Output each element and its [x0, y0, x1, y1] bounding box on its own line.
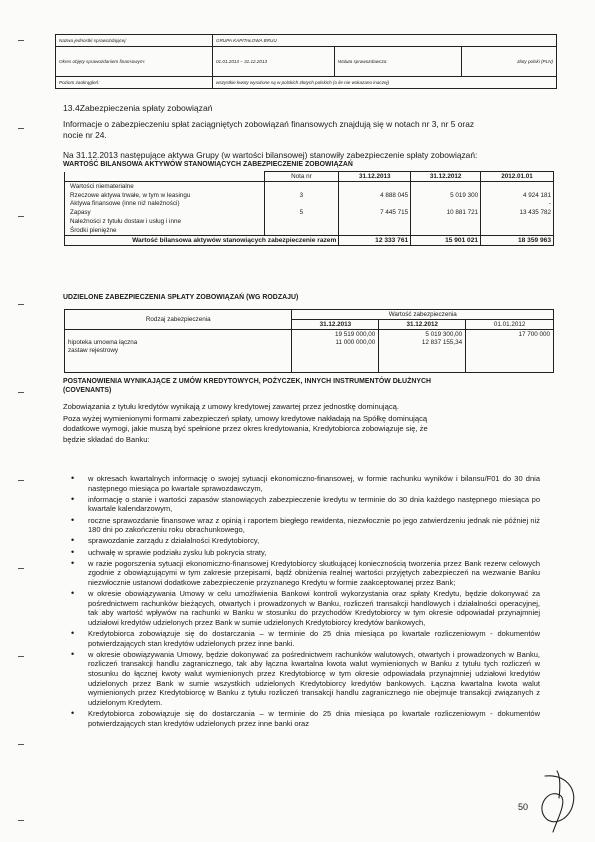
table-row — [65, 226, 554, 235]
entity-label: Nazwa jednostki sprawozdającej: — [56, 35, 213, 47]
row-value: 13 435 782 — [481, 208, 554, 217]
rounding-label: Poziom zaokrągleń: — [56, 77, 213, 89]
guarantee-2013-header: 31.12.2013 — [292, 320, 379, 330]
list-item: • w razie pogorszenia sytuacji ekonomiczno-finansowej Kredytobiorcy skutkującej koniecznością tworzenia przez Bank rezerw celowych zgodnie z obowiązującymi w tym zakresie przepisami, bądź obniżenia realnej wartości przyjętych zabezpieczeń na wezwanie Banku niezwłocznie ustanowi dodatkowe zabezpieczenie przyznanego Kredytu w formie zaakceptowanej przez Bank; — [88, 559, 540, 588]
total-label: Wartość bilansowa aktywów stanowiących zabezpieczenie razem — [65, 235, 339, 245]
period-value: 01.01.2013 – 31.12.2013 — [213, 47, 335, 77]
assets-table-title: WARTOŚĆ BILANSOWA AKTYWÓW STANOWIĄCYCH ZABEZPIECZENIE ZOBOWIĄZAŃ — [63, 161, 353, 168]
row-note — [264, 200, 339, 209]
row-note — [264, 182, 339, 191]
guarantee-value: 5 019 300,00 — [425, 331, 463, 338]
row-label: Zapasy — [65, 208, 265, 217]
margin-mark — [18, 128, 24, 129]
guarantee-2012b-header: 01.01.2012 — [466, 320, 554, 330]
assets-header-2013: 31.12.2013 — [339, 172, 411, 182]
row-value — [481, 217, 554, 226]
period-label: Okres objęty sprawozdaniem finansowym: — [56, 47, 213, 77]
guarantee-type-header: Rodzaj zabezpieczenia — [65, 310, 292, 330]
page-number: 50 — [518, 802, 529, 812]
margin-mark — [18, 40, 24, 41]
row-value — [339, 182, 411, 191]
covenants-title-1: POSTANOWIENIA WYNIKAJĄCE Z UMÓW KREDYTOWYCH, POŻYCZEK, INNYCH INSTRUMENTÓW DŁUŻNYCH — [63, 378, 432, 385]
assets-table — [64, 171, 554, 246]
row-label: Wartości niematerialne — [65, 182, 265, 191]
row-value — [411, 182, 481, 191]
total-2012-01-01: 18 359 963 — [481, 235, 554, 245]
row-note: 3 — [264, 191, 339, 200]
guarantee-value: 12 837 155,34 — [421, 339, 463, 346]
guarantee-value: 11 000 000,00 — [335, 339, 376, 346]
guarantee-2012b-values — [466, 330, 554, 373]
guarantees-table — [64, 309, 554, 373]
row-value: - — [481, 200, 554, 209]
row-value — [339, 217, 411, 226]
total-2013: 12 333 761 — [339, 235, 411, 245]
row-value: 4 924 181 — [481, 191, 554, 200]
section-title: 13.4Zabezpieczenia spłaty zobowiązań — [63, 103, 213, 113]
row-note — [264, 226, 339, 235]
intro-line-2: nocie nr 24. — [63, 130, 107, 140]
covenants-title-2: (COVENANTS) — [63, 387, 112, 394]
table-row — [65, 200, 554, 209]
row-label: Środki pieniężne — [65, 226, 265, 235]
row-value: 4 888 045 — [339, 191, 411, 200]
guarantee-2012-header: 31.12.2012 — [379, 320, 466, 330]
row-label: Aktywa finansowe (inne niż należności) — [65, 200, 265, 209]
table-row — [65, 217, 554, 226]
row-value: 5 019 300 — [411, 191, 481, 200]
row-note: 5 — [264, 208, 339, 217]
row-value — [411, 226, 481, 235]
assets-header-2012-01-01: 2012.01.01 — [481, 172, 554, 182]
guarantee-type: hipoteka umowna łączna — [68, 339, 138, 346]
assets-header-2012: 31.12.2012 — [411, 172, 481, 182]
assets-header-note: Nota nr — [264, 172, 339, 182]
guarantee-value: 19 519 000,00 — [335, 331, 376, 338]
row-value — [411, 200, 481, 209]
margin-mark — [18, 568, 24, 569]
row-value — [481, 226, 554, 235]
table-row — [65, 208, 554, 217]
margin-mark — [18, 216, 24, 217]
covenants-p2-line1: Poza wyżej wymienionymi formami zabezpieczeń spłaty, umowy kredytowe nakładają na Spółkę dominującą — [63, 414, 428, 423]
row-note — [264, 217, 339, 226]
list-item: • Kredytobiorca zobowiązuje się do dostarczania – w terminie do 25 dnia miesiąca po kwartale rozliczeniowym - dokumentów potwierdzających stan kredytów udzielonych przez inne banki. — [88, 629, 540, 648]
table-row — [65, 191, 554, 200]
row-value — [339, 226, 411, 235]
list-item: • w okresach kwartalnych informację o swojej sytuacji ekonomiczno-finansowej, w formie rachunku wyników i bilansu/F01 do 30 dnia następnego miesiąca po kwartale sprawozdawczym, — [88, 474, 540, 493]
row-value — [411, 217, 481, 226]
guarantee-value: 17 700 000 — [518, 331, 550, 338]
list-item: • uchwałę w sprawie podziału zysku lub pokrycia straty, — [88, 548, 540, 558]
list-item: • w okresie obowiązywania Umowy w celu umożliwienia Bankowi kontroli wykorzystania oraz spłaty Kredytu, będzie dokonywać za pośrednictwem rachunków bieżących, otwartych i prowadzonych w Banku, rozliczeń transakcji handlowych i działalności operacyjnej, tak aby wartość wpływów na rachunki w Banku w stosunku do przychodów Kredytobiorcy w tym okresie odpowiadał przynajmniej udziałowi kredytów udzielonych przez Bank w sumie udzielonych Kredytobiorcy kredytów bankowych, — [88, 589, 540, 627]
guarantee-value-header: Wartość zabezpieczenia — [292, 310, 554, 320]
covenants-p2-line3: będzie składać do Banku: — [63, 435, 150, 444]
margin-mark — [18, 392, 24, 393]
total-2012: 15 901 021 — [411, 235, 481, 245]
intro-line-1: Informacje o zabezpieczeniu spłat zaciągniętych zobowiązań finansowych znajdują się w notach nr 3, nr 5 oraz — [63, 119, 475, 129]
list-item: • Kredytobiorca zobowiązuje się do dostarczania – w terminie do 25 dnia miesiąca po kwartale rozliczeniowym - dokumentów potwierdzających stan kredytów udzielonych przez inne banki oraz — [88, 709, 540, 728]
margin-mark — [18, 744, 24, 745]
assets-intro: Na 31.12.2013 następujące aktywa Grupy (w wartości bilansowej) stanowiły zabezpieczenie spłaty zobowiązań: — [63, 150, 478, 160]
covenants-list — [88, 474, 540, 730]
report-header-table — [55, 34, 557, 89]
covenants-p2-line2: dodatkowe wymogi, jakie muszą być spełnione przez okres kredytowania, Kredytobiorca zobowiązuje się, że — [63, 424, 428, 433]
list-item: • w okresie obowiązywania Umowy, będzie dokonywać za pośrednictwem rachunków walutowych, otwartych i prowadzonych w Banku, rozliczeń transakcji handlu zagranicznego, tak aby łączna kwartalna kwota walut wymienionych w Banku z tytułu tych rozliczeń w stosunku do łącznej kwoty walut wymienionych przez Kredytobiorcę w tym okresie odpowiadała przynajmniej udziałowi kredytów udzielonych przez Bank w sumie wszystkich udzielonych Kredytobiorcy kredytów bankowych. Łączna kwartalna kwota walut wymienionych przez Kredytobiorcę w Banku z tytułu rozliczeń transakcji handlu zagranicznego nie obejmuje transakcji związanych z udzielonym Kredytem. — [88, 650, 540, 708]
assets-header-blank — [65, 172, 265, 182]
handwritten-signature — [535, 770, 583, 836]
table-row — [65, 330, 554, 373]
guarantee-type: zastaw rejestrowy — [68, 347, 119, 354]
list-item: • sprawozdanie zarządu z działalności Kredytobiorcy, — [88, 536, 540, 546]
row-value: 10 881 721 — [411, 208, 481, 217]
row-value — [339, 200, 411, 209]
row-label: Rzeczowe aktywa trwałe, w tym w leasingu — [65, 191, 265, 200]
margin-mark — [18, 820, 24, 821]
row-value: 7 445 715 — [339, 208, 411, 217]
guarantee-2013-values — [292, 330, 379, 373]
currency-label: Waluta sprawozdawcza: — [335, 47, 462, 77]
row-label: Należności z tytułu dostaw i usług i inne — [65, 217, 265, 226]
entity-value: GRUPA KAPITAŁOWA BRUU — [213, 35, 557, 47]
currency-value: złoty polski (PLN) — [462, 47, 557, 77]
list-item: • informację o stanie i wartości zapasów stanowiących zabezpieczenie kredytu w terminie do 30 dnia każdego następnego miesiąca po kwartale kalendarzowym, — [88, 495, 540, 514]
row-value — [481, 182, 554, 191]
margin-mark — [18, 656, 24, 657]
total-row — [65, 235, 554, 245]
guarantee-types — [65, 330, 292, 373]
margin-mark — [18, 480, 24, 481]
covenants-p1: Zobowiązania z tytułu kredytów wynikają z umowy kredytowej zawartej przez jednostkę dominującą. — [63, 402, 399, 411]
table-row — [65, 182, 554, 191]
margin-mark — [18, 304, 24, 305]
guarantee-2012-values — [379, 330, 466, 373]
rounding-value: wszystkie kwoty wyrażone są w polskich złotych polskich (o ile nie wskazano inaczej) — [213, 77, 557, 89]
list-item: • roczne sprawozdanie finansowe wraz z opinią i raportem biegłego rewidenta, niezwłocznie po jego zatwierdzeniu jednak nie później niż 180 dni po zakończeniu roku obrachunkowego, — [88, 516, 540, 535]
guarantees-title: UDZIELONE ZABEZPIECZENIA SPŁATY ZOBOWIĄZAŃ (WG RODZAJU) — [63, 294, 299, 301]
